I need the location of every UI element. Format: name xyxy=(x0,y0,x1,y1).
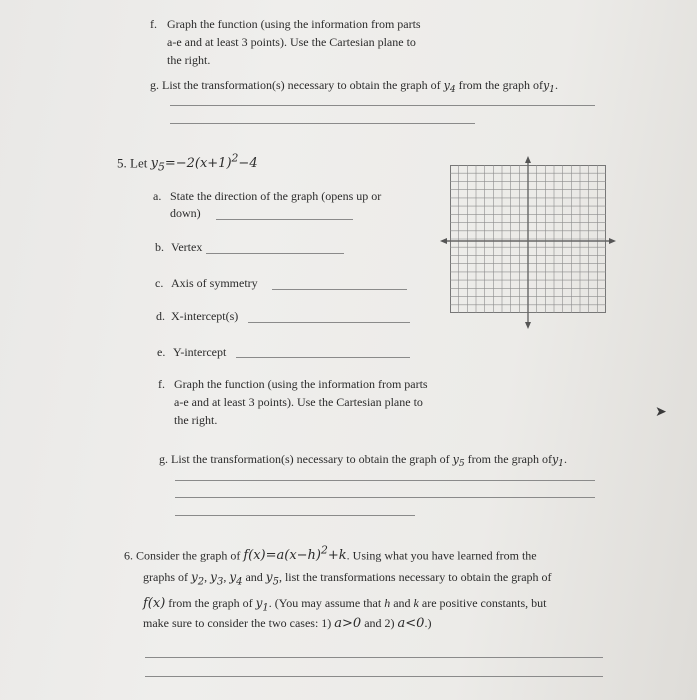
q5-g-var1: y xyxy=(452,453,459,466)
q5-b-answer-line[interactable] xyxy=(206,253,344,254)
q6-line-1 xyxy=(124,544,537,563)
q5-c-answer-line[interactable] xyxy=(272,289,407,290)
q5-g-answer-line-1[interactable] xyxy=(175,480,595,481)
q5-a-letter: a. xyxy=(153,189,162,203)
q4-g-text: List the transformation(s) necessary to obtain the graph of xyxy=(162,78,441,92)
q4-g-answer-line-1[interactable] xyxy=(170,105,595,106)
q6-l1-math: f(x)=a(x−h) xyxy=(243,548,321,564)
q5-f-line-1: Graph the function (using the information from parts xyxy=(174,377,428,391)
q6-case1: a>0 xyxy=(334,616,362,631)
q6-answer-line-2[interactable] xyxy=(145,676,603,677)
q5-g-question xyxy=(159,452,567,471)
q4-f-line-1: Graph the function (using the information from parts xyxy=(167,17,421,31)
q5-b-label: Vertex xyxy=(171,240,203,254)
q6-line-3 xyxy=(143,596,547,615)
q4-f-letter: f. xyxy=(150,17,157,31)
q6-l4-a: make sure to consider the two cases: 1) xyxy=(143,616,332,630)
q5-g-sub2: 1 xyxy=(558,458,564,470)
q5-c-label: Axis of symmetry xyxy=(171,276,258,290)
q4-g-mid: from the graph of xyxy=(458,78,543,92)
q5-a-line-2: down) xyxy=(170,206,201,220)
q5-eq-sup: 2 xyxy=(231,152,239,165)
q5-d-letter: d. xyxy=(156,309,165,323)
q6-y4-sub: 4 xyxy=(236,576,243,588)
q4-g-end: . xyxy=(555,78,558,92)
cartesian-axes xyxy=(438,155,618,330)
q5-f-letter: f. xyxy=(158,377,165,391)
q4-f-line-2: a-e and at least 3 points). Use the Cartesian plane to xyxy=(167,35,416,49)
q5-g-letter: g. xyxy=(159,452,168,466)
q5-g-answer-line-3[interactable] xyxy=(175,515,415,516)
q4-g-question xyxy=(150,78,558,97)
q6-line-2: graphs of $y_2$, $y_3$, $y_4$ and $y_5$, list the transformations necessary to obtain the graph of xyxy=(143,570,552,588)
q6-y5-sub: 5 xyxy=(272,576,279,588)
q6-y5-var: y xyxy=(265,570,273,584)
q5-a-line-1: State the direction of the graph (opens up or xyxy=(170,189,382,203)
q6-case2: a<0 xyxy=(397,616,425,631)
x-axis-right-arrow-icon xyxy=(609,238,616,244)
q6-l1-math2: +k xyxy=(327,548,347,564)
q6-l1-sup: 2 xyxy=(320,544,328,557)
q5-g-text: List the transformation(s) necessary to obtain the graph of xyxy=(171,452,450,466)
q4-g-var2: y xyxy=(542,79,550,92)
q5-b-letter: b. xyxy=(155,240,164,254)
q5-let: Let xyxy=(130,155,148,171)
q6-l1-b: . Using what you have learned from the xyxy=(346,548,537,563)
q5-g-answer-line-2[interactable] xyxy=(175,497,595,498)
q6-l1-a: Consider the graph of xyxy=(136,548,241,563)
q5-e-label: Y-intercept xyxy=(173,345,227,359)
q6-l3-a: from the graph of xyxy=(168,596,253,610)
q4-g-sub2: 1 xyxy=(549,84,555,96)
q6-y3-sub: 3 xyxy=(216,576,224,588)
q4-g-var1: y xyxy=(443,79,450,92)
q6-l2-and: and xyxy=(245,570,263,584)
q6-l3-c: and xyxy=(393,596,411,610)
q4-g-letter: g. xyxy=(150,78,159,92)
q5-eq-body: =−2(x+1) xyxy=(164,156,232,172)
q6-line-4 xyxy=(143,616,431,631)
q6-y3-var: y xyxy=(210,570,217,584)
q5-c-letter: c. xyxy=(155,276,164,290)
mouse-cursor-icon: ➤ xyxy=(655,405,667,420)
q5-header xyxy=(117,152,258,175)
q6-l4-c: .) xyxy=(424,616,432,630)
q6-y2-var: y xyxy=(191,570,198,584)
q5-a-answer-line[interactable] xyxy=(216,219,353,220)
q6-y1-sub: 1 xyxy=(262,602,269,614)
q4-f-line-3: the right. xyxy=(167,53,211,67)
q6-y1-var: y xyxy=(255,596,263,610)
q6-l4-b: and 2) xyxy=(364,616,395,630)
q5-g-sub1: 5 xyxy=(458,458,465,470)
q5-e-letter: e. xyxy=(157,345,166,359)
q5-e-answer-line[interactable] xyxy=(236,357,410,358)
q6-number: 6. xyxy=(124,548,133,563)
q6-l2-b: , list the transformations necessary to obtain the graph of xyxy=(278,570,552,584)
q6-h: h xyxy=(384,596,391,610)
q6-y4-var: y xyxy=(229,570,237,584)
q4-g-sub1: 4 xyxy=(449,84,456,96)
y-axis-up-arrow-icon xyxy=(525,156,531,163)
q5-f-line-2: a-e and at least 3 points). Use the Cartesian plane to xyxy=(174,395,423,409)
q5-eq-var: y xyxy=(150,156,158,172)
q6-fx: f(x) xyxy=(143,596,166,611)
q6-answer-line-1[interactable] xyxy=(145,657,603,658)
q5-g-mid: from the graph of xyxy=(467,452,552,466)
q5-d-label: X-intercept(s) xyxy=(171,309,239,323)
q5-eq-sub: 5 xyxy=(157,160,165,174)
q6-l2-a: graphs of xyxy=(143,570,188,584)
x-axis-left-arrow-icon xyxy=(440,238,447,244)
q6-l3-b: . (You may assume that xyxy=(268,596,382,610)
q6-l3-d: are positive constants, but xyxy=(421,596,547,610)
q6-k: k xyxy=(413,596,419,610)
q6-y2-sub: 2 xyxy=(197,576,205,588)
q5-g-var2: y xyxy=(551,453,559,466)
q4-g-answer-line-2[interactable] xyxy=(170,123,475,124)
q5-g-end: . xyxy=(564,452,567,466)
q5-eq-tail: −4 xyxy=(238,156,258,172)
y-axis-down-arrow-icon xyxy=(525,322,531,329)
q5-d-answer-line[interactable] xyxy=(248,322,410,323)
q5-f-line-3: the right. xyxy=(174,413,218,427)
q5-number: 5. xyxy=(117,155,127,171)
